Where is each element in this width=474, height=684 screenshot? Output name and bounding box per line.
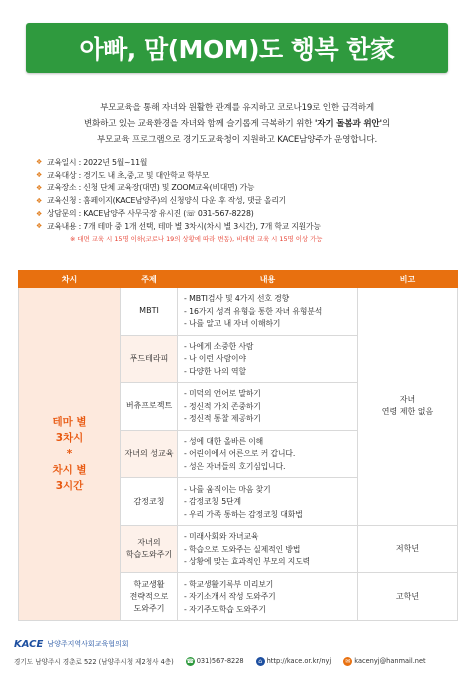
bullet-icon: ❖ bbox=[36, 196, 43, 205]
title-banner bbox=[26, 23, 448, 73]
topic-cell: 버츄프로젝트 bbox=[121, 383, 178, 431]
org-name: 남양주지역사회교육협의회 bbox=[47, 640, 129, 648]
content-cell: - 미래사회와 자녀교육 - 학습으로 도와주는 실제적인 방법 - 상황에 맞는 효과적인 부모의 지도력 bbox=[178, 525, 358, 573]
topic-cell: 자녀의 학습도와주기 bbox=[121, 525, 178, 573]
footer-contact-row bbox=[14, 654, 460, 668]
content-cell: - 나를 움직이는 마음 찾기 - 감정코칭 5단계 - 우리 가족 통하는 감정코칭 대화법 bbox=[178, 478, 358, 526]
info-item: ❖ 교육내용 : 7개 테마 중 1개 선택, 테마 별 3차시(차시 별 3시간), 7개 학교 지원가능 bbox=[36, 221, 321, 231]
topic-cell: 푸드테라피 bbox=[121, 335, 178, 383]
table-header-row bbox=[19, 271, 458, 288]
chasi-cell: 테마 별 3차시 * 차시 별 3시간 bbox=[19, 288, 121, 621]
content-cell: - 나에게 소중한 사람 - 나 이런 사람이야 - 다양한 나의 역할 bbox=[178, 335, 358, 383]
bullet-icon: ❖ bbox=[36, 222, 43, 231]
bullet-icon: ❖ bbox=[36, 171, 43, 180]
topic-cell: 학교생활 전략적으로 도와주기 bbox=[121, 573, 178, 621]
header-content: 내용 bbox=[178, 271, 358, 288]
header-topic: 주제 bbox=[121, 271, 178, 288]
info-list bbox=[36, 156, 456, 244]
intro-paragraph bbox=[30, 100, 444, 148]
phone-icon: ☎ bbox=[186, 657, 194, 665]
content-cell: - MBTI검사 및 4가지 선호 경향 - 16가지 성격 유형을 통한 자녀 유형분석 - 나를 알고 내 자녀 이해하기 bbox=[178, 288, 358, 336]
phone-number: 031)567-8228 bbox=[196, 657, 244, 665]
schedule-table bbox=[18, 270, 458, 621]
intro-line-3: 부모교육 프로그램으로 경기도교육청이 지원하고 KACE남양주가 운영합니다. bbox=[96, 135, 378, 145]
content-cell: - 성에 대한 올바른 이해 - 어린이에서 어른으로 커 갑니다. - 성은 자녀들의 호기심입니다. bbox=[178, 430, 358, 478]
mail-icon: ✉ bbox=[345, 657, 351, 665]
note-cell-high: 고학년 bbox=[358, 573, 458, 621]
bullet-icon: ❖ bbox=[36, 158, 43, 167]
note-cell-low: 저학년 bbox=[358, 525, 458, 573]
info-item: ❖ 교육장소 : 신청 단체 교육장(대면) 및 ZOOM교육(비대면) 가능 bbox=[36, 183, 255, 193]
topic-cell: MBTI bbox=[121, 288, 178, 336]
info-item: ❖ 교육신청 : 홈페이지(KACE남양주)의 신청양식 다운 후 작성, 댓글 올리기 bbox=[36, 196, 286, 206]
note-cell-all-ages: 자녀 연령 제한 없음 bbox=[358, 288, 458, 526]
header-note: 비고 bbox=[358, 271, 458, 288]
info-item: ❖ 교육일시 : 2022년 5월~11월 bbox=[36, 157, 148, 167]
bullet-icon: ❖ bbox=[36, 183, 43, 192]
info-note: ※ 대면 교육 시 15명 이하(코로나 19의 상황에 따라 변동), 비대면 교육 시 15명 이상 가능 bbox=[70, 234, 323, 243]
info-item: ❖ 상담문의 : KACE남양주 사무국장 유시진 (☏ 031-567-8228) bbox=[36, 209, 254, 219]
page-title: 아빠, 맘(MOM)도 행복 한家 bbox=[79, 35, 395, 64]
topic-cell: 감정코칭 bbox=[121, 478, 178, 526]
bullet-icon: ❖ bbox=[36, 209, 43, 218]
footer bbox=[14, 624, 460, 680]
intro-line-1: 부모교육을 통해 자녀와 원활한 관계를 유지하고 코로나19로 인한 급격하게 bbox=[100, 103, 374, 113]
info-item: ❖ 교육대상 : 경기도 내 초,중,고 및 대안학교 학부모 bbox=[36, 170, 210, 180]
home-icon: ⌂ bbox=[256, 657, 265, 666]
footer-logo-row bbox=[14, 636, 460, 652]
email-link[interactable]: kacenyj@hanmail.net bbox=[354, 657, 426, 665]
website-link[interactable]: http://kace.or.kr/nyj bbox=[266, 657, 332, 665]
kace-logo: KACE bbox=[14, 638, 44, 650]
address: 경기도 남양주시 경춘로 522 (남양주시청 제2청사 4층) bbox=[14, 658, 174, 666]
content-cell: - 학교생활기록부 미리보기 - 자기소개서 작성 도와주기 - 자기주도학습 도와주기 bbox=[178, 573, 358, 621]
content-cell: - 미덕의 언어로 말하기 - 정신적 가치 존중하기 - 정신적 통찰 제공하기 bbox=[178, 383, 358, 431]
header-chasi: 차시 bbox=[19, 271, 121, 288]
topic-cell: 자녀의 성교육 bbox=[121, 430, 178, 478]
intro-line-2: 변화하고 있는 교육환경을 자녀와 함께 슬기롭게 극복하기 위한 '자기 돌봄과 위안'의 bbox=[83, 119, 391, 129]
table-row bbox=[19, 288, 458, 336]
